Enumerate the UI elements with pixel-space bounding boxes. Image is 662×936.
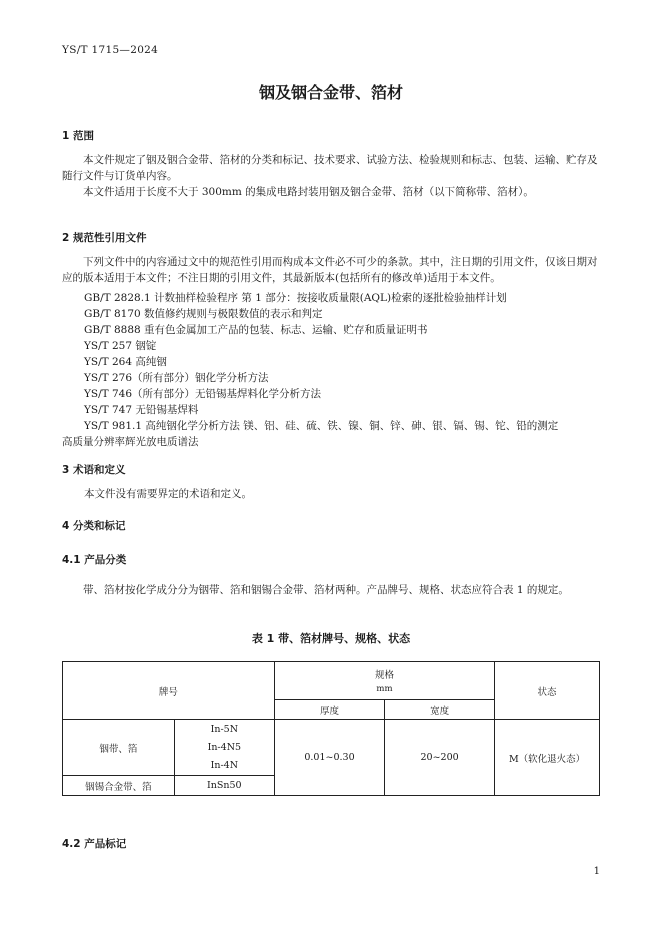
- header-width: 宽度: [385, 700, 495, 720]
- header-thickness: 厚度: [274, 700, 384, 720]
- grade-value: InSn50: [174, 776, 274, 796]
- header-spec-label: 规格: [374, 670, 394, 681]
- document-title: 铟及铟合金带、箔材: [258, 83, 403, 102]
- reference-item: YS/T 276（所有部分）铟化学分析方法: [84, 372, 269, 384]
- group-name-indium-tin: 铟锡合金带、箔: [63, 776, 175, 796]
- state-value: M（软化退火态）: [495, 720, 600, 796]
- reference-item: GB/T 8888 重有色金属加工产品的包装、标志、运输、贮存和质量证明书: [84, 324, 428, 336]
- header-grade: 牌号: [63, 662, 275, 720]
- section-4-1-para: 带、箔材按化学成分分为铟带、箔和铟锡合金带、箔材两种。产品牌号、规格、状态应符合表 1 的规定。: [83, 584, 569, 596]
- header-spec-unit: mm: [376, 684, 393, 694]
- header-spec: [274, 662, 494, 700]
- section-3-para: 本文件没有需要界定的术语和定义。: [84, 488, 252, 500]
- table-caption: 表 1 带、箔材牌号、规格、状态: [251, 632, 411, 645]
- document-header: YS/T 1715—2024: [62, 44, 159, 56]
- grade-value: In-4N5: [207, 741, 242, 753]
- section-4-heading: 4 分类和标记: [62, 520, 126, 532]
- reference-item-continuation: 高质量分辨率辉光放电质谱法: [62, 436, 199, 448]
- product-table: [62, 661, 600, 796]
- reference-item: GB/T 8170 数值修约规则与极限数值的表示和判定: [84, 308, 323, 320]
- reference-item: GB/T 2828.1 计数抽样检验程序 第 1 部分：按接收质量限(AQL)检索的逐批检验抽样计划: [84, 292, 507, 304]
- reference-item: YS/T 981.1 高纯铟化学分析方法 镁、铝、硅、硫、铁、镍、铜、锌、砷、银、镉、锡、铊、铅的测定: [84, 420, 559, 432]
- section-3-heading: 3 术语和定义: [62, 464, 126, 476]
- grade-value: In-5N: [210, 723, 239, 735]
- section-1-para-1: 本文件规定了铟及铟合金带、箔材的分类和标记、技术要求、试验方法、检验规则和标志、包装、运输、贮存及随行文件与订货单内容。: [62, 154, 598, 182]
- header-state: 状态: [495, 662, 600, 720]
- reference-item: YS/T 257 铟锭: [84, 340, 157, 352]
- grade-value: In-4N: [210, 759, 239, 771]
- reference-item: YS/T 264 高纯铟: [84, 356, 167, 368]
- section-2-heading: 2 规范性引用文件: [62, 232, 147, 244]
- section-1-para-2: 本文件适用于长度不大于 300mm 的集成电路封装用铟及铟合金带、箔材（以下简称带、箔材）。: [83, 186, 534, 198]
- section-4-1-heading: 4.1 产品分类: [62, 554, 127, 566]
- grade-cell-indium: [174, 720, 274, 776]
- reference-item: YS/T 746（所有部分）无铅锡基焊料化学分析方法: [84, 388, 322, 400]
- page-number: 1: [593, 866, 600, 877]
- section-2-intro: 下列文件中的内容通过文中的规范性引用而构成本文件必不可少的条款。其中，注日期的引用文件，仅该日期对应的版本适用于本文件；不注日期的引用文件，其最新版本(包括所有的修改单)适用于本文件。: [62, 256, 598, 284]
- width-value: 20~200: [385, 720, 495, 796]
- reference-item: YS/T 747 无铅锡基焊料: [84, 404, 199, 416]
- section-4-2-heading: 4.2 产品标记: [62, 838, 127, 850]
- section-1-heading: 1 范围: [62, 130, 94, 142]
- thickness-value: 0.01~0.30: [274, 720, 384, 796]
- group-name-indium: 铟带、箔: [63, 720, 175, 776]
